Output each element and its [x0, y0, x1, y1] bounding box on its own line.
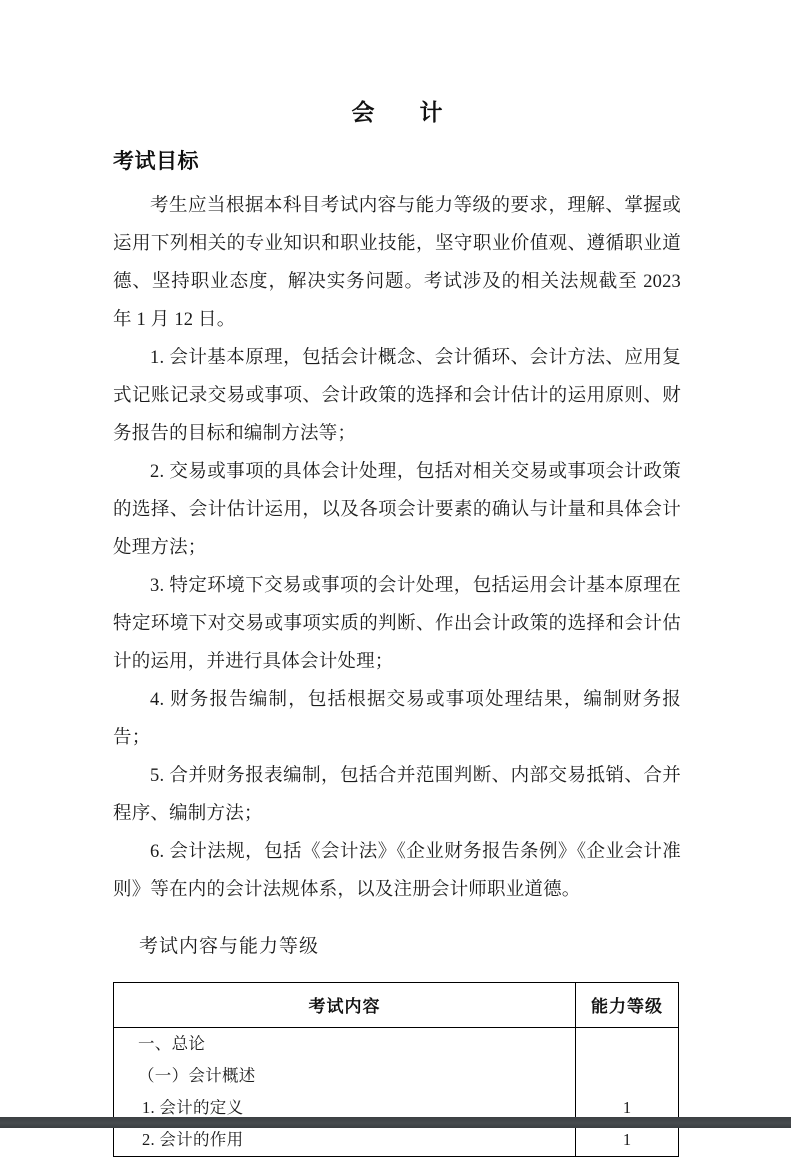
- table-body: [114, 1027, 679, 1156]
- table-cell-level: 1: [622, 1129, 632, 1149]
- table-cell-content: 一、总论: [114, 1027, 576, 1060]
- section-heading-exam-content-and-level: 考试内容与能力等级: [139, 935, 320, 957]
- table-row: [114, 1027, 679, 1060]
- objective-item-3: 3. 特定环境下交易或事项的会计处理，包括运用会计基本原理在特定环境下对交易或事项实质的判断、作出会计政策的选择和会计估计的运用，并进行具体会计处理；: [113, 575, 681, 672]
- viewer-bottom-bar: [0, 1117, 791, 1128]
- section-heading-exam-objective: 考试目标: [113, 149, 199, 173]
- table-header-content: 考试内容: [114, 982, 576, 1027]
- objective-item-1: 1. 会计基本原理，包括会计概念、会计循环、会计方法、应用复式记账记录交易或事项、会计政策的选择和会计估计的运用原则、财务报告的目标和编制方法等；: [113, 347, 681, 444]
- table-cell-content: 2. 会计的作用: [114, 1124, 576, 1157]
- table-row: [114, 1124, 679, 1157]
- table-header-row: [114, 982, 679, 1027]
- table-cell-level: [576, 1060, 679, 1092]
- table-cell-level: 1: [622, 1097, 632, 1117]
- objective-item-4: 4. 财务报告编制，包括根据交易或事项处理结果，编制财务报告；: [113, 689, 681, 748]
- table-cell-level: [576, 1027, 679, 1060]
- table-row: [114, 1060, 679, 1092]
- objective-item-5: 5. 合并财务报表编制，包括合并范围判断、内部交易抵销、合并程序、编制方法；: [113, 765, 681, 824]
- exam-outline-table: [113, 982, 679, 1157]
- table-cell-content: （一）会计概述: [114, 1060, 576, 1092]
- table-header-level: 能力等级: [576, 982, 679, 1027]
- objective-intro-paragraph: 考生应当根据本科目考试内容与能力等级的要求，理解、掌握或运用下列相关的专业知识和职业技能，坚守职业价值观、遵循职业道德、坚持职业态度，解决实务问题。考试涉及的相关法规截至 2023 年 1 月 12 日。: [113, 195, 681, 330]
- table-cell-content: 1. 会计的定义: [114, 1092, 576, 1124]
- objective-item-6: 6. 会计法规，包括《会计法》《企业财务报告条例》《企业会计准则》等在内的会计法规体系，以及注册会计师职业道德。: [113, 841, 681, 900]
- document-title: 会 计: [351, 99, 454, 125]
- objective-item-2: 2. 交易或事项的具体会计处理，包括对相关交易或事项会计政策的选择、会计估计运用，以及各项会计要素的确认与计量和具体会计处理方法；: [113, 461, 681, 558]
- page-content-column: [113, 0, 681, 1157]
